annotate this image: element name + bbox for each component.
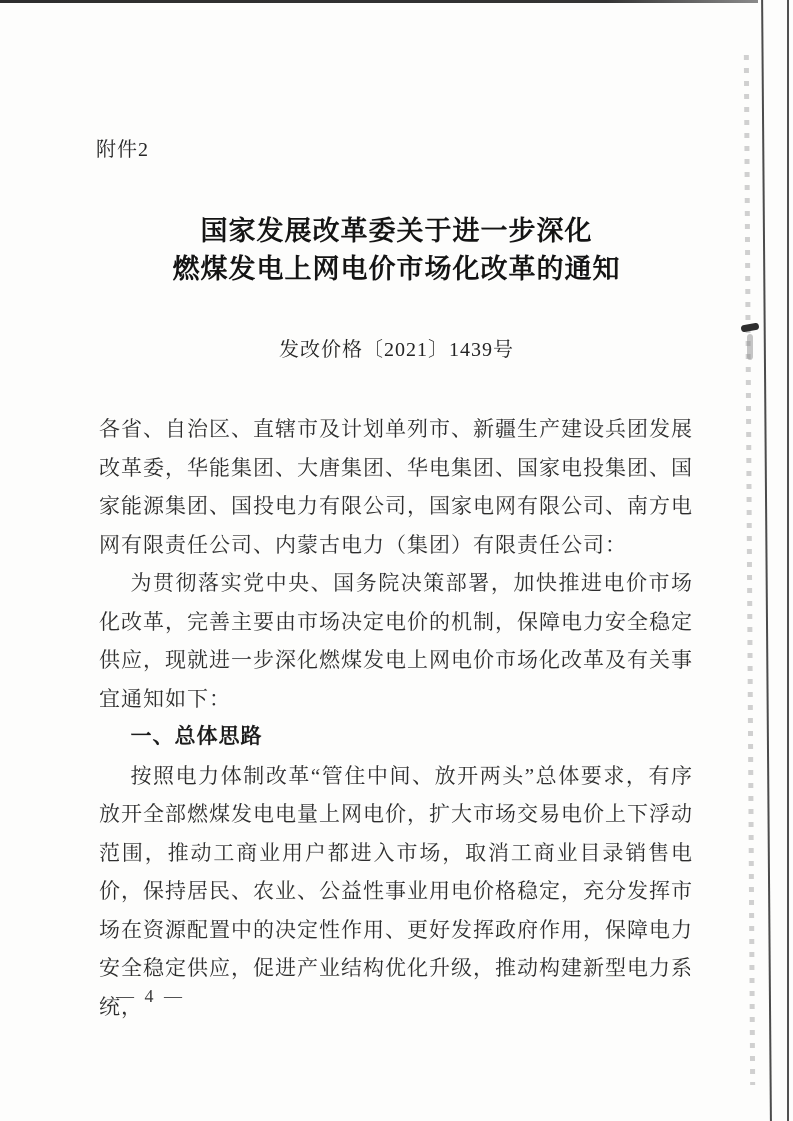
scan-artifact-right-edge-line-outer <box>787 0 789 1121</box>
scan-artifact-ink-smudge-tail <box>747 334 753 360</box>
attachment-label: 附件2 <box>96 139 149 161</box>
addressees-paragraph: 各省、自治区、直辖市及计划单列市、新疆生产建设兵团发展改革委，华能集团、大唐集团、华电集团、国家电投集团、国家能源集团、国投电力有限公司，国家电网有限公司、南方电网有限责任公司、内蒙古电力（集团）有限责任公司： <box>99 417 693 557</box>
section-1-paragraph: 按照电力体制改革“管住中间、放开两头”总体要求，有序放开全部燃煤发电电量上网电价，扩大市场交易电价上下浮动范围，推动工商业用户都进入市场，取消工商业目录销售电价，保持居民、农业、公益性事业用电价格稳定，充分发挥市场在资源配置中的决定性作用、更好发挥政府作用，保障电力安全稳定供应，促进产业结构优化升级，推动构建新型电力系统， <box>99 763 693 1019</box>
document-title <box>100 212 693 288</box>
scan-artifact-right-edge-line-inner <box>761 0 772 1121</box>
document-title-line1: 国家发展改革委关于进一步深化 <box>200 216 593 246</box>
document-title-line2: 燃煤发电上网电价市场化改革的通知 <box>172 254 621 284</box>
page-number: — 4 — <box>116 986 185 1006</box>
intro-paragraph: 为贯彻落实党中央、国务院决策部署，加快推进电价市场化改革，完善主要由市场决定电价的机制，保障电力安全稳定供应，现就进一步深化燃煤发电上网电价市场化改革及有关事宜通知如下： <box>99 571 693 711</box>
scan-artifact-ink-smudge <box>741 322 760 332</box>
scan-artifact-top-edge-line <box>0 0 758 3</box>
document-number: 发改价格〔2021〕1439号 <box>279 339 514 361</box>
section-1-heading: 一、总体思路 <box>130 725 263 748</box>
document-body <box>99 410 693 1026</box>
scan-artifact-bleedthrough-column <box>744 55 755 1085</box>
